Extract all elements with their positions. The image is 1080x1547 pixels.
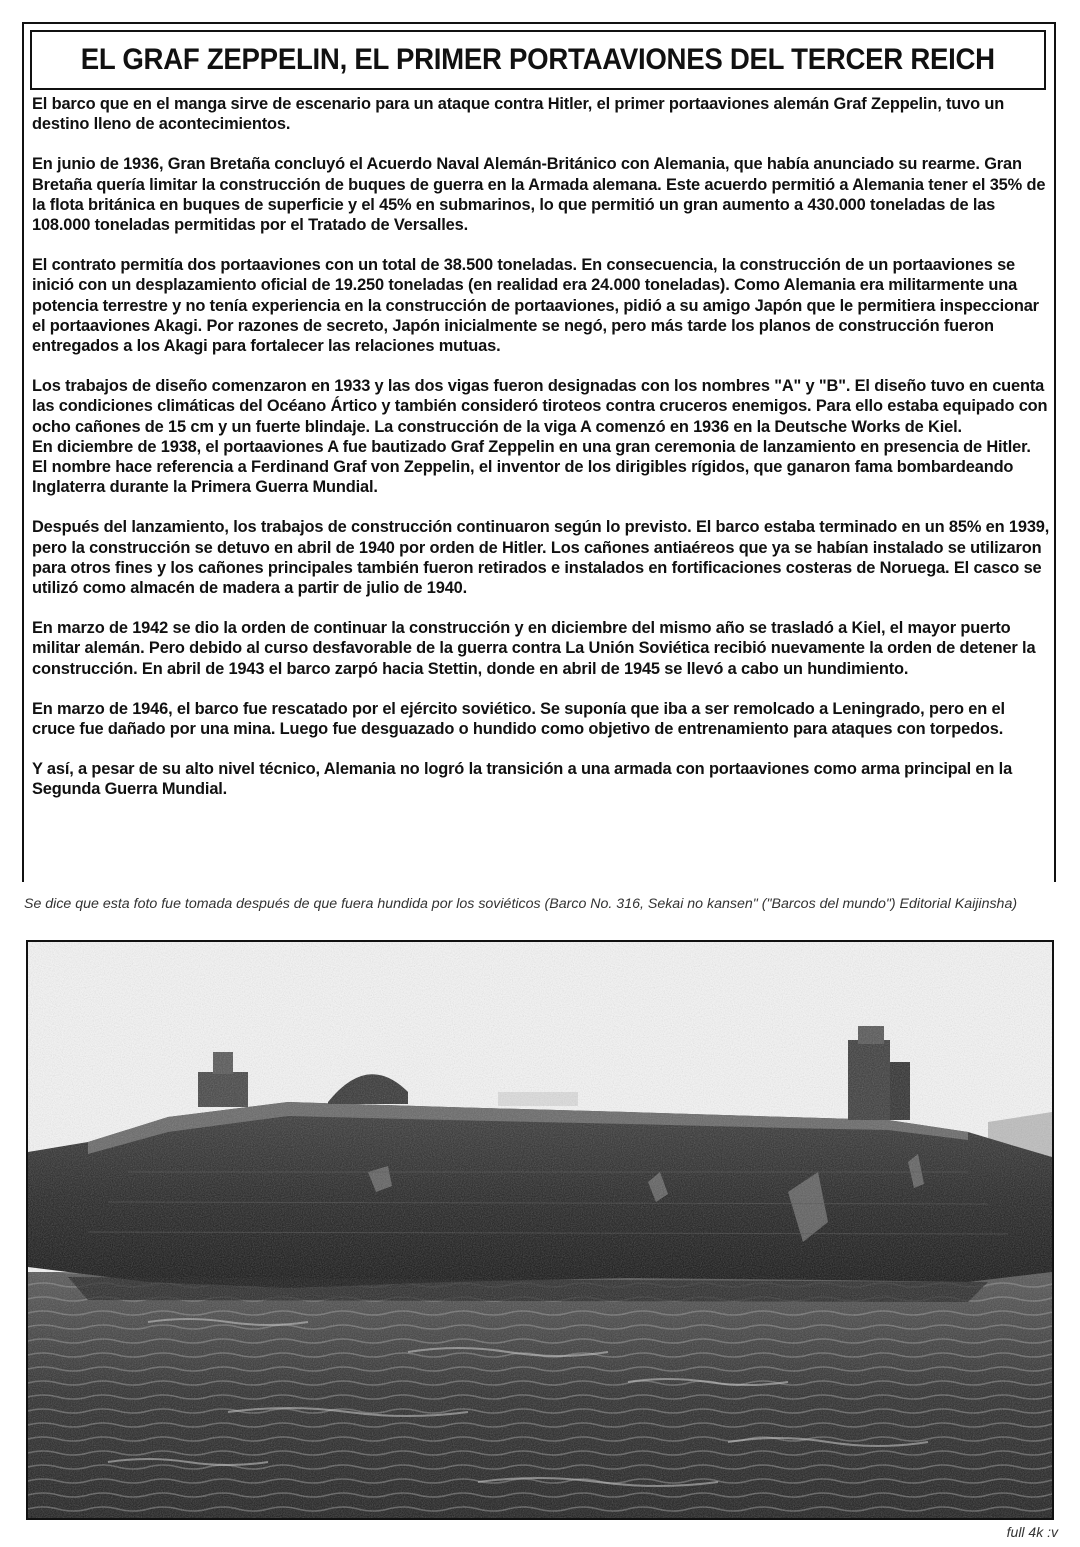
paragraph-treaty: En junio de 1936, Gran Bretaña concluyó el Acuerdo Naval Alemán-Británico con Alemania, que había anunciado su rearme. Gran Bretaña quería limitar la construcción de buques de guerra en la Armada alemana. Este acuerdo permitió a Alemania tener el 35% de la flota británica en buques de superficie y el 45% en submarinos, lo que permitió un gran aumento a 430.000 toneladas de las 108.000 toneladas permitidas por el Tratado de Versalles. bbox=[32, 155, 1046, 235]
page-title: EL GRAF ZEPPELIN, EL PRIMER PORTAAVIONES DEL TERCER REICH bbox=[80, 43, 996, 76]
paragraph-intro: El barco que en el manga sirve de escenario para un ataque contra Hitler, el primer portaaviones alemán Graf Zeppelin, tuvo un destino lleno de acontecimientos. bbox=[32, 95, 1005, 134]
paragraph-contract: El contrato permitía dos portaaviones con un total de 38.500 toneladas. En consecuencia, la construcción de un portaaviones se inició con un desplazamiento oficial de 19.250 toneladas (en realidad era 24.000 toneladas). Como Alemania era militarmente una potencia terrestre y no tenía experiencia en la construcción de portaaviones, pidió a su amigo Japón que le permitiera inspeccionar el portaaviones Akagi. Por razones de secreto, Japón inicialmente se negó, pero más tarde los planos de construcción fueron entregados a los Akagi para fortalecer las relaciones mutuas. bbox=[32, 256, 1039, 356]
credit-text: full 4k :v bbox=[1006, 1524, 1058, 1540]
paragraph-1946: En marzo de 1946, el barco fue rescatado por el ejército soviético. Se suponía que iba a ser remolcado a Leningrado, pero en el cruce fue dañado por una mina. Luego fue desguazado o hundido como objetivo de entrenamiento para ataques con torpedos. bbox=[32, 699, 1005, 739]
title-box bbox=[30, 30, 1046, 90]
paragraph-construction: Después del lanzamiento, los trabajos de construcción continuaron según lo previsto. El barco estaba terminado en un 85% en 1939, pero la construcción se detuvo en abril de 1940 por orden de Hitler. Los cañones antiaéreos que ya se habían instalado se utilizaron para otros fines y los cañones principales también fueron retirados e instalados en fortificaciones costeras de Noruega. El casco se utilizó como almacén de madera a partir de julio de 1940. bbox=[32, 518, 1050, 598]
paragraph-1942: En marzo de 1942 se dio la orden de continuar la construcción y en diciembre del mismo año se trasladó a Kiel, el mayor puerto militar alemán. Pero debido al curso desfavorable de la guerra contra La Unión Soviética recibió nuevamente la orden de detener la construcción. En abril de 1943 el barco zarpó hacia Stettin, donde en abril de 1945 se llevó a cabo un hundimiento. bbox=[32, 619, 1036, 678]
article-body bbox=[32, 94, 1050, 820]
paragraph-launch: En diciembre de 1938, el portaaviones A fue bautizado Graf Zeppelin en una gran ceremonia de lanzamiento en presencia de Hitler. El nombre hace referencia a Ferdinand Graf von Zeppelin, el inventor de los dirigibles rígidos, que ganaron fama bombardeando Inglaterra durante la Primera Guerra Mundial. bbox=[32, 437, 1031, 497]
paragraph-conclusion: Y así, a pesar de su alto nivel técnico, Alemania no logró la transición a una armada con portaaviones como arma principal en la Segunda Guerra Mundial. bbox=[32, 760, 1013, 799]
ship-photo bbox=[26, 940, 1054, 1520]
paragraph-design: Los trabajos de diseño comenzaron en 1933 y las dos vigas fueron designadas con los nombres "A" y "B". El diseño tuvo en cuenta las condiciones climáticas del Océano Ártico y también consideró tiroteos contra cruceros enemigos. Para ello estaba equipado con ocho cañones de 15 cm y un fuerte blindaje. La construcción de la viga A comenzó en 1936 en la Deutsche Works de Kiel. bbox=[32, 377, 1048, 436]
ship-photo-illustration bbox=[28, 942, 1052, 1518]
photo-caption: Se dice que esta foto fue tomada después de que fuera hundida por los soviéticos (Barco No. 316, Sekai no kansen" ("Barcos del mundo") Editorial Kaijinsha) bbox=[24, 896, 1018, 912]
